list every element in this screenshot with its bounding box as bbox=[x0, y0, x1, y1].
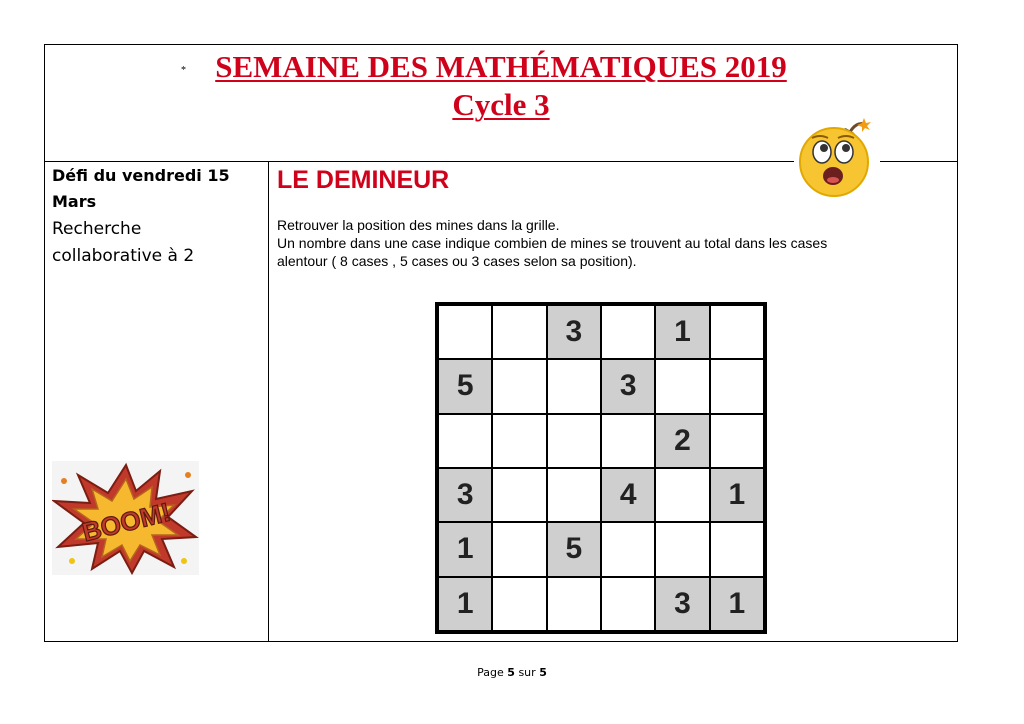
grid-cell: 3 bbox=[548, 306, 600, 358]
instruction-line1: Retrouver la position des mines dans la grille. bbox=[277, 217, 560, 233]
boom-explosion-icon bbox=[52, 461, 199, 575]
grid-cell: 1 bbox=[711, 578, 763, 630]
challenge-day-line2: Mars bbox=[52, 192, 97, 211]
grid-cell: 5 bbox=[548, 523, 600, 575]
grid-cell: 1 bbox=[439, 523, 491, 575]
footer-current-page: 5 bbox=[507, 666, 515, 679]
grid-cell bbox=[548, 415, 600, 467]
grid-cell bbox=[602, 523, 654, 575]
grid-cell bbox=[602, 578, 654, 630]
footer-separator: sur bbox=[518, 666, 536, 679]
grid-cell: 4 bbox=[602, 469, 654, 521]
left-column bbox=[45, 162, 269, 641]
work-mode-line1: Recherche bbox=[52, 219, 142, 239]
footer-total-pages: 5 bbox=[539, 666, 547, 679]
grid-cell: 3 bbox=[602, 360, 654, 412]
grid-cell bbox=[602, 306, 654, 358]
footer-prefix: Page bbox=[477, 666, 504, 679]
grid-cell: 2 bbox=[656, 415, 708, 467]
grid-cell bbox=[493, 306, 545, 358]
grid-cell bbox=[656, 469, 708, 521]
grid-cell bbox=[656, 360, 708, 412]
grid-cell bbox=[493, 415, 545, 467]
page-footer bbox=[0, 666, 1024, 679]
section-title: LE DEMINEUR bbox=[277, 166, 450, 194]
grid-cell: 3 bbox=[439, 469, 491, 521]
grid-cell bbox=[602, 415, 654, 467]
boom-lettering: BOOM! bbox=[79, 496, 174, 548]
grid-cell: 3 bbox=[656, 578, 708, 630]
instructions bbox=[277, 216, 957, 270]
worried-bomb-emoji-icon bbox=[794, 114, 880, 200]
grid-cell bbox=[548, 360, 600, 412]
grid-cell bbox=[493, 469, 545, 521]
grid-cell bbox=[493, 523, 545, 575]
challenge-day-line1: Défi du vendredi 15 bbox=[52, 166, 230, 185]
instruction-line3: alentour ( 8 cases , 5 cases ou 3 cases selon sa position). bbox=[277, 253, 637, 269]
minesweeper-grid bbox=[435, 302, 767, 634]
grid-cell bbox=[711, 360, 763, 412]
grid-cell bbox=[439, 306, 491, 358]
grid-cell bbox=[711, 415, 763, 467]
grid-cell bbox=[548, 578, 600, 630]
grid-cell: 1 bbox=[439, 578, 491, 630]
main-title: SEMAINE DES MATHÉMATIQUES 2019 bbox=[215, 49, 787, 84]
grid-cell: 1 bbox=[711, 469, 763, 521]
cycle-title: Cycle 3 bbox=[452, 87, 550, 122]
work-mode-line2: collaborative à 2 bbox=[52, 246, 195, 266]
grid-cell bbox=[711, 523, 763, 575]
grid-cell bbox=[439, 415, 491, 467]
title-asterisk: * bbox=[181, 65, 186, 76]
grid-cell bbox=[548, 469, 600, 521]
grid-cell: 1 bbox=[656, 306, 708, 358]
grid-cell: 5 bbox=[439, 360, 491, 412]
grid-cell bbox=[656, 523, 708, 575]
grid-cell bbox=[493, 578, 545, 630]
grid-cell bbox=[711, 306, 763, 358]
grid-cell bbox=[493, 360, 545, 412]
instruction-line2: Un nombre dans une case indique combien de mines se trouvent au total dans les cases bbox=[277, 235, 828, 251]
